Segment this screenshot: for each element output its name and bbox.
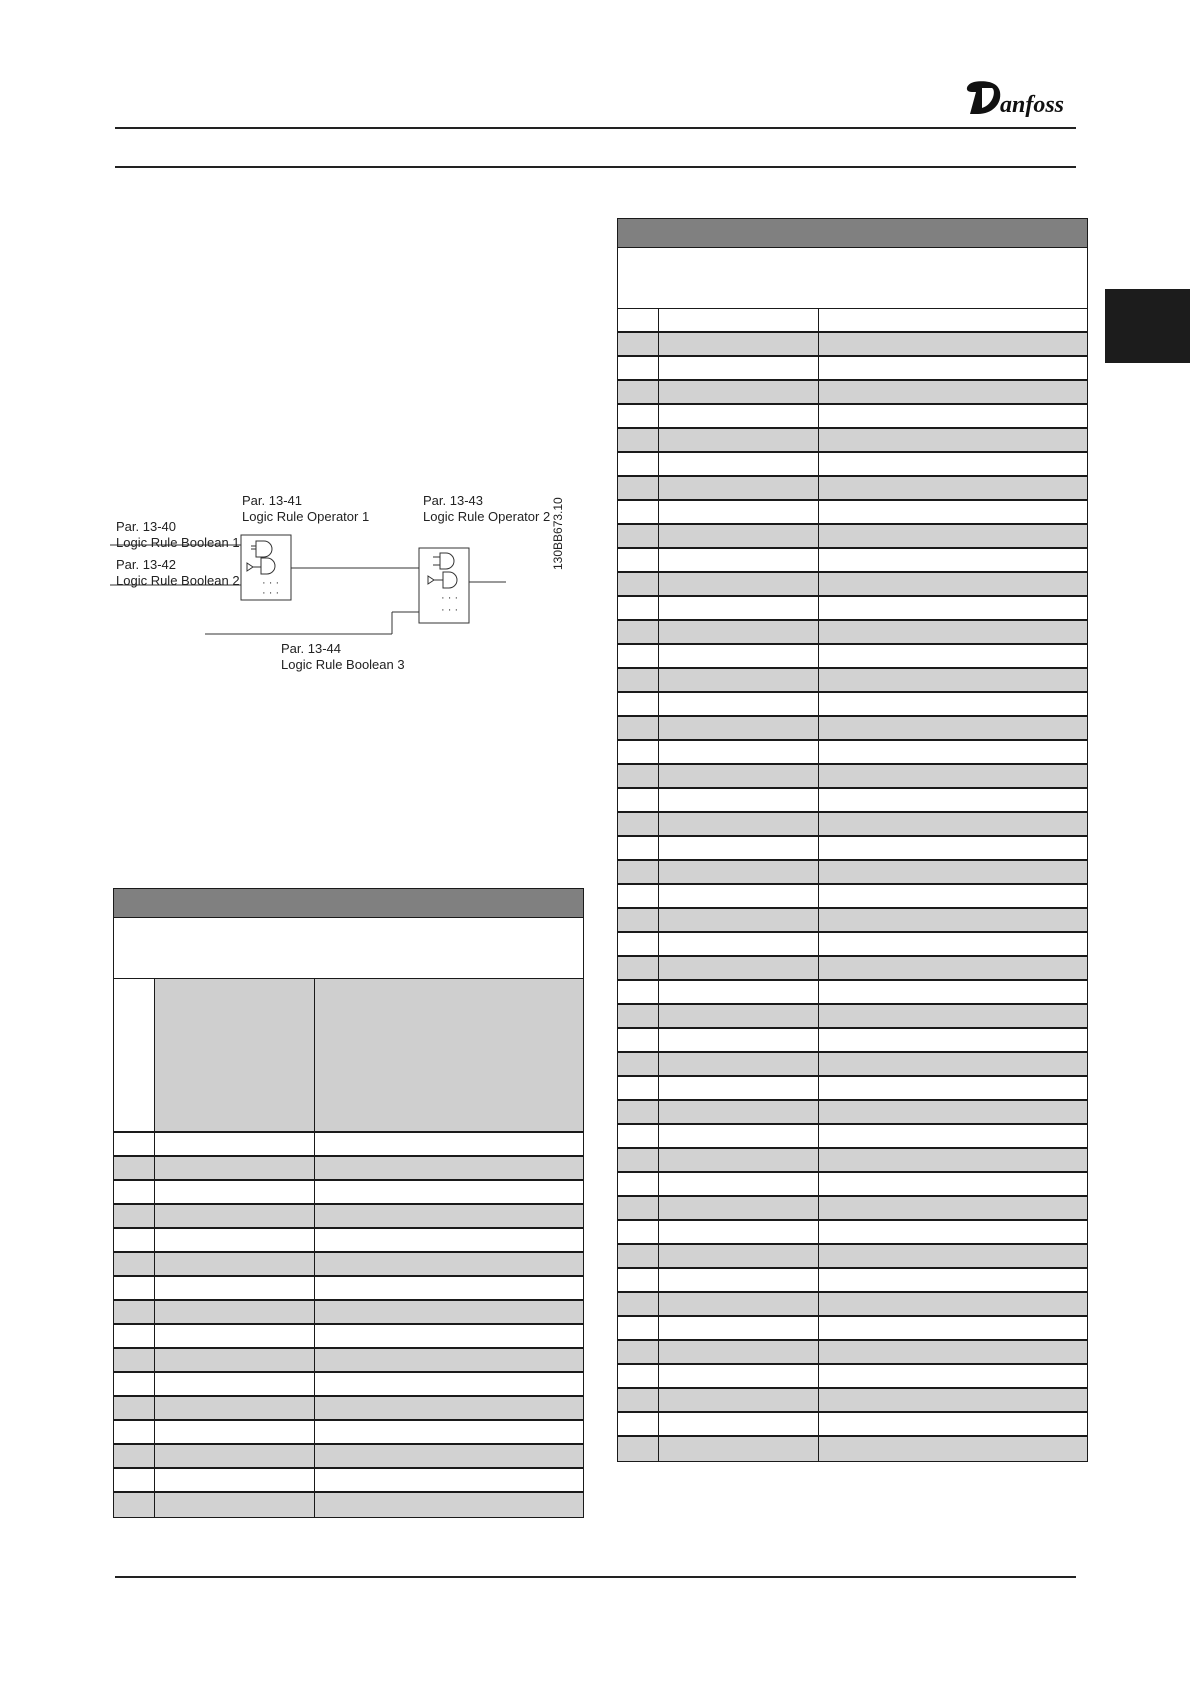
table-row [618,1173,1087,1197]
table-cell [618,837,659,859]
table-cell [819,1317,1087,1339]
operator-1-name: Logic Rule Operator 1 [242,509,370,524]
table-cell [155,1469,315,1491]
table-row [618,1029,1087,1053]
table-cell [659,909,819,931]
table-cell [819,861,1087,883]
table-cell [618,717,659,739]
table-cell [819,1341,1087,1363]
table-cell [155,1397,315,1419]
table-cell [618,669,659,691]
table-cell [618,1389,659,1411]
table-cell [659,1389,819,1411]
table-cell [315,1469,583,1491]
table-cell [819,1365,1087,1387]
boolean-1-name: Logic Rule Boolean 1 [116,535,240,550]
table-cell [819,309,1087,331]
table-row [618,1221,1087,1245]
table-cell [659,1029,819,1051]
table-cell [618,1317,659,1339]
table-row [114,1301,583,1325]
table-cell [819,1389,1087,1411]
table-row [114,1253,583,1277]
table-cell [819,597,1087,619]
table-cell [819,1437,1087,1461]
table-cell [819,1197,1087,1219]
table-cell [618,645,659,667]
table-cell [819,501,1087,523]
table-cell [659,573,819,595]
table-cell [819,765,1087,787]
table-row [618,837,1087,861]
table-cell [659,1341,819,1363]
left-table-description [114,918,583,979]
table-cell [315,1277,583,1299]
table-cell [114,1205,155,1227]
table-row [618,861,1087,885]
table-cell [315,1133,583,1155]
table-cell [659,1197,819,1219]
table-cell [155,1277,315,1299]
table-row [114,1229,583,1253]
table-cell [819,573,1087,595]
table-cell [155,1157,315,1179]
table-cell [618,813,659,835]
table-cell [114,1181,155,1203]
table-row [618,693,1087,717]
table-row [618,909,1087,933]
table-row [618,1077,1087,1101]
table-cell [659,357,819,379]
table-cell [618,741,659,763]
table-row [618,1149,1087,1173]
table-cell [618,1197,659,1219]
table-cell [819,429,1087,451]
table-cell [819,1293,1087,1315]
table-row [618,669,1087,693]
right-table [617,218,1088,1462]
table-row [114,1469,583,1493]
table-cell [659,1005,819,1027]
table-cell [819,1125,1087,1147]
table-cell [114,1397,155,1419]
table-cell [819,813,1087,835]
table-cell [659,1437,819,1461]
table-row [618,1197,1087,1221]
table-cell [659,861,819,883]
table-cell [819,405,1087,427]
table-cell [618,693,659,715]
left-col-header-2 [155,979,315,1131]
table-cell [618,861,659,883]
table-row [618,381,1087,405]
table-cell [659,1365,819,1387]
table-cell [819,1005,1087,1027]
table-row [618,813,1087,837]
left-table-column-headers [114,979,583,1133]
left-col-header-3 [315,979,583,1131]
right-table-body [618,309,1087,1461]
table-cell [618,549,659,571]
table-cell [114,1421,155,1443]
table-cell [819,1149,1087,1171]
table-cell [659,429,819,451]
table-cell [659,1293,819,1315]
table-cell [659,981,819,1003]
table-row [618,357,1087,381]
table-cell [819,1413,1087,1435]
table-cell [618,1029,659,1051]
table-cell [618,501,659,523]
table-cell [618,453,659,475]
table-cell [315,1493,583,1517]
table-cell [315,1205,583,1227]
table-row [618,333,1087,357]
table-cell [819,477,1087,499]
table-cell [618,909,659,931]
table-cell [659,933,819,955]
table-cell [618,357,659,379]
table-cell [819,1029,1087,1051]
table-cell [155,1301,315,1323]
table-cell [659,1173,819,1195]
table-row [618,765,1087,789]
table-cell [155,1205,315,1227]
table-cell [659,693,819,715]
table-cell [659,813,819,835]
table-cell [659,1125,819,1147]
table-cell [315,1373,583,1395]
right-table-header [618,219,1087,248]
operator-2-par: Par. 13-43 [423,493,483,508]
table-cell [618,981,659,1003]
table-row [114,1133,583,1157]
table-cell [659,405,819,427]
table-cell [114,1301,155,1323]
table-cell [155,1181,315,1203]
table-cell [155,1229,315,1251]
table-row [618,1125,1087,1149]
svg-text:anfoss: anfoss [1000,92,1065,118]
boolean-2-par: Par. 13-42 [116,557,176,572]
table-cell [618,1413,659,1435]
table-cell [819,381,1087,403]
table-row [618,525,1087,549]
table-cell [114,1253,155,1275]
table-cell [618,333,659,355]
table-cell [618,1125,659,1147]
table-cell [315,1301,583,1323]
table-cell [618,1245,659,1267]
table-row [618,957,1087,981]
table-cell [618,477,659,499]
table-row [618,1293,1087,1317]
table-row [618,885,1087,909]
table-row [618,1389,1087,1413]
table-cell [659,1077,819,1099]
table-row [114,1421,583,1445]
table-cell [315,1445,583,1467]
table-cell [155,1133,315,1155]
table-cell [315,1181,583,1203]
table-cell [659,381,819,403]
table-cell [315,1325,583,1347]
table-cell [155,1349,315,1371]
danfoss-logo [960,74,1078,122]
table-cell [659,645,819,667]
table-cell [659,741,819,763]
svg-text:· · ·: · · · [441,604,459,616]
table-cell [315,1253,583,1275]
table-cell [819,1173,1087,1195]
table-cell [315,1229,583,1251]
table-cell [819,1221,1087,1243]
table-cell [114,1277,155,1299]
table-cell [819,1269,1087,1291]
table-cell [819,645,1087,667]
table-cell [659,1245,819,1267]
svg-text:· · ·: · · · [262,577,280,589]
table-cell [315,1397,583,1419]
table-row [114,1493,583,1517]
table-cell [114,1469,155,1491]
table-cell [618,525,659,547]
table-cell [819,1245,1087,1267]
table-cell [659,789,819,811]
left-col-header-1 [114,979,155,1131]
table-cell [819,717,1087,739]
table-cell [659,1269,819,1291]
table-cell [819,1101,1087,1123]
table-cell [618,1269,659,1291]
table-row [618,597,1087,621]
table-cell [114,1373,155,1395]
table-cell [618,621,659,643]
table-cell [659,1413,819,1435]
table-row [618,1245,1087,1269]
table-row [618,477,1087,501]
table-cell [659,885,819,907]
table-cell [659,453,819,475]
table-cell [659,309,819,331]
table-cell [819,357,1087,379]
table-row [114,1445,583,1469]
table-cell [819,741,1087,763]
table-cell [618,1005,659,1027]
right-table-description [618,248,1087,309]
table-cell [819,549,1087,571]
table-row [618,549,1087,573]
table-cell [618,1149,659,1171]
header-rule-top [115,127,1076,129]
table-cell [819,789,1087,811]
table-cell [618,1173,659,1195]
table-cell [659,501,819,523]
logic-rule-diagram [110,490,570,690]
table-cell [114,1157,155,1179]
svg-text:· · ·: · · · [262,587,280,599]
boolean-2-name: Logic Rule Boolean 2 [116,573,240,588]
table-row [618,1317,1087,1341]
table-cell [659,333,819,355]
table-row [114,1157,583,1181]
table-cell [618,1341,659,1363]
table-row [618,789,1087,813]
table-row [618,453,1087,477]
table-cell [659,837,819,859]
table-row [618,1365,1087,1389]
table-cell [618,885,659,907]
table-cell [155,1373,315,1395]
table-cell [155,1493,315,1517]
table-cell [659,549,819,571]
table-cell [819,933,1087,955]
table-row [618,573,1087,597]
left-table-body [114,1133,583,1517]
table-cell [315,1421,583,1443]
table-cell [618,1077,659,1099]
table-cell [819,693,1087,715]
table-cell [618,789,659,811]
table-cell [114,1493,155,1517]
table-cell [819,453,1087,475]
table-cell [659,477,819,499]
table-cell [114,1445,155,1467]
operator-2-name: Logic Rule Operator 2 [423,509,551,524]
table-cell [659,717,819,739]
table-cell [618,429,659,451]
table-row [114,1325,583,1349]
table-cell [155,1325,315,1347]
table-cell [819,885,1087,907]
table-cell [315,1157,583,1179]
table-cell [618,405,659,427]
table-row [618,429,1087,453]
table-row [618,933,1087,957]
table-cell [155,1421,315,1443]
table-cell [819,621,1087,643]
table-cell [618,1365,659,1387]
table-cell [618,765,659,787]
table-cell [618,597,659,619]
table-cell [819,957,1087,979]
figure-code: 130BB673.10 [551,497,565,570]
boolean-3-name: Logic Rule Boolean 3 [281,657,405,672]
table-cell [659,621,819,643]
table-cell [618,1053,659,1075]
table-cell [618,573,659,595]
table-cell [819,525,1087,547]
footer-rule [115,1576,1076,1578]
table-row [618,645,1087,669]
table-cell [659,669,819,691]
table-cell [659,1053,819,1075]
table-cell [618,957,659,979]
table-row [114,1277,583,1301]
operator-1-par: Par. 13-41 [242,493,302,508]
table-cell [155,1253,315,1275]
table-row [618,1053,1087,1077]
table-cell [114,1349,155,1371]
table-row [618,717,1087,741]
table-row [618,1005,1087,1029]
table-row [114,1397,583,1421]
table-row [618,981,1087,1005]
table-cell [819,981,1087,1003]
table-row [618,621,1087,645]
table-row [618,1101,1087,1125]
table-row [114,1349,583,1373]
boolean-1-par: Par. 13-40 [116,519,176,534]
table-row [618,501,1087,525]
table-row [114,1373,583,1397]
table-row [618,1413,1087,1437]
left-table [113,888,584,1518]
table-cell [618,1221,659,1243]
table-row [618,309,1087,333]
svg-text:· · ·: · · · [441,592,459,604]
table-cell [659,525,819,547]
table-cell [819,837,1087,859]
table-cell [659,1317,819,1339]
table-cell [618,1101,659,1123]
table-cell [819,1077,1087,1099]
table-cell [659,957,819,979]
table-cell [114,1325,155,1347]
table-cell [618,1293,659,1315]
table-cell [659,1221,819,1243]
table-cell [618,309,659,331]
table-cell [819,333,1087,355]
table-cell [618,933,659,955]
table-cell [659,765,819,787]
table-cell [659,597,819,619]
table-cell [114,1229,155,1251]
chapter-tab-marker [1105,289,1190,363]
table-cell [315,1349,583,1371]
boolean-3-par: Par. 13-44 [281,641,341,656]
table-cell [618,1437,659,1461]
table-row [618,405,1087,429]
table-cell [114,1133,155,1155]
table-row [114,1181,583,1205]
table-row [618,1269,1087,1293]
table-row [618,1341,1087,1365]
table-row [618,1437,1087,1461]
table-cell [618,381,659,403]
table-cell [659,1149,819,1171]
table-row [114,1205,583,1229]
table-row [618,741,1087,765]
table-cell [819,1053,1087,1075]
table-cell [819,669,1087,691]
table-cell [659,1101,819,1123]
header-rule-bottom [115,166,1076,168]
table-cell [819,909,1087,931]
left-table-header [114,889,583,918]
table-cell [155,1445,315,1467]
